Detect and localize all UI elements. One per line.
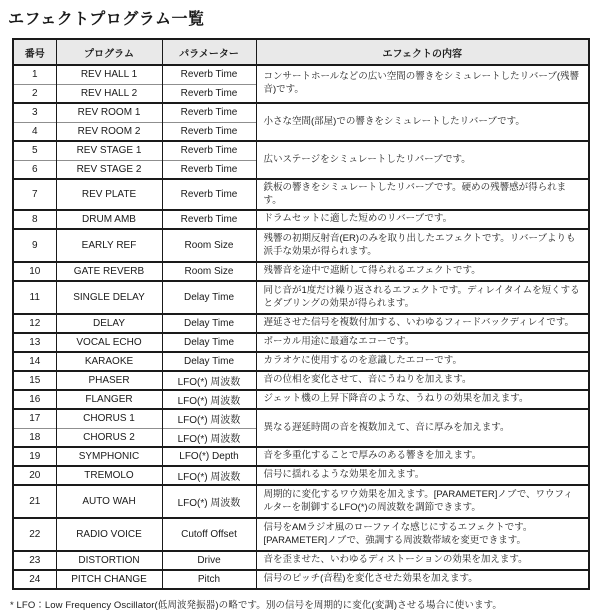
- lfo-footnote: * LFO：Low Frequency Oscillator(低周波発振器)の略です。別の信号を周期的に変化(変調)させる場合に使います。: [10, 600, 503, 611]
- description-cell: 残響の初期反射音(ER)のみを取り出したエフェクトです。リバーブよりも派手な効果が得られます。: [256, 229, 589, 262]
- program-cell: DRUM AMB: [56, 210, 162, 229]
- description-cell: 広いステージをシミュレートしたリバーブです。: [256, 141, 589, 179]
- number-cell: 16: [13, 390, 56, 409]
- program-cell: REV STAGE 1: [56, 141, 162, 160]
- program-cell: RADIO VOICE: [56, 518, 162, 551]
- table-row: [13, 281, 589, 314]
- table-row: [13, 570, 589, 589]
- parameter-cell: LFO(*) 周波数: [162, 428, 256, 447]
- parameter-cell: Room Size: [162, 229, 256, 262]
- number-cell: 3: [13, 103, 56, 122]
- table-row: [13, 333, 589, 352]
- program-cell: CHORUS 2: [56, 428, 162, 447]
- parameter-cell: Reverb Time: [162, 141, 256, 160]
- table-row: [13, 141, 589, 160]
- table-row: [13, 518, 589, 551]
- description-cell: ジェット機の上昇下降音のような、うねりの効果を加えます。: [256, 390, 589, 409]
- program-cell: AUTO WAH: [56, 485, 162, 518]
- table-row: [13, 210, 589, 229]
- number-cell: 22: [13, 518, 56, 551]
- parameter-cell: Reverb Time: [162, 84, 256, 103]
- number-cell: 20: [13, 466, 56, 485]
- description-cell: 同じ音が1度だけ繰り返されるエフェクトです。ディレイタイムを短くするとダブリングの効果が得られます。: [256, 281, 589, 314]
- number-cell: 12: [13, 314, 56, 333]
- table-row: [13, 262, 589, 281]
- parameter-cell: Cutoff Offset: [162, 518, 256, 551]
- description-cell: ドラムセットに適した短めのリバーブです。: [256, 210, 589, 229]
- program-cell: EARLY REF: [56, 229, 162, 262]
- parameter-cell: LFO(*) 周波数: [162, 485, 256, 518]
- table-row: [13, 352, 589, 371]
- parameter-cell: Pitch: [162, 570, 256, 589]
- parameter-cell: LFO(*) 周波数: [162, 466, 256, 485]
- parameter-cell: Reverb Time: [162, 160, 256, 179]
- number-cell: 15: [13, 371, 56, 390]
- parameter-cell: Drive: [162, 551, 256, 570]
- number-cell: 19: [13, 447, 56, 466]
- number-cell: 14: [13, 352, 56, 371]
- table-row: [13, 65, 589, 84]
- description-cell: 鉄板の響きをシミュレートしたリバーブです。硬めの残響感が得られます。: [256, 179, 589, 210]
- parameter-cell: Reverb Time: [162, 103, 256, 122]
- program-cell: REV HALL 2: [56, 84, 162, 103]
- number-cell: 5: [13, 141, 56, 160]
- parameter-cell: Delay Time: [162, 352, 256, 371]
- number-cell: 10: [13, 262, 56, 281]
- table-row: [13, 485, 589, 518]
- number-cell: 13: [13, 333, 56, 352]
- program-cell: VOCAL ECHO: [56, 333, 162, 352]
- description-cell: 信号のピッチ(音程)を変化させた効果を加えます。: [256, 570, 589, 589]
- parameter-cell: Reverb Time: [162, 65, 256, 84]
- program-cell: SINGLE DELAY: [56, 281, 162, 314]
- program-cell: REV HALL 1: [56, 65, 162, 84]
- program-cell: TREMOLO: [56, 466, 162, 485]
- program-cell: DISTORTION: [56, 551, 162, 570]
- col-header-description: エフェクトの内容: [256, 39, 589, 65]
- number-cell: 1: [13, 65, 56, 84]
- program-cell: SYMPHONIC: [56, 447, 162, 466]
- description-cell: 音の位相を変化させて、音にうねりを加えます。: [256, 371, 589, 390]
- program-cell: FLANGER: [56, 390, 162, 409]
- parameter-cell: Delay Time: [162, 314, 256, 333]
- number-cell: 21: [13, 485, 56, 518]
- program-cell: REV STAGE 2: [56, 160, 162, 179]
- page-title: エフェクトプログラム一覧: [8, 11, 205, 28]
- col-header-number: 番号: [13, 39, 56, 65]
- description-cell: コンサートホールなどの広い空間の響きをシミュレートしたリバーブ(残響音)です。: [256, 65, 589, 103]
- description-cell: 異なる遅延時間の音を複数加えて、音に厚みを加えます。: [256, 409, 589, 447]
- program-cell: REV PLATE: [56, 179, 162, 210]
- table-header-row: [13, 39, 589, 65]
- number-cell: 9: [13, 229, 56, 262]
- table-row: [13, 466, 589, 485]
- parameter-cell: Reverb Time: [162, 122, 256, 141]
- parameter-cell: LFO(*) 周波数: [162, 390, 256, 409]
- number-cell: 2: [13, 84, 56, 103]
- description-cell: 小さな空間(部屋)での響きをシミュレートしたリバーブです。: [256, 103, 589, 141]
- parameter-cell: Reverb Time: [162, 179, 256, 210]
- number-cell: 8: [13, 210, 56, 229]
- effect-program-table: [12, 38, 590, 590]
- description-cell: 遅延させた信号を複数付加する、いわゆるフィードバックディレイです。: [256, 314, 589, 333]
- description-cell: ボーカル用途に最適なエコーです。: [256, 333, 589, 352]
- description-cell: カラオケに使用するのを意識したエコーです。: [256, 352, 589, 371]
- number-cell: 18: [13, 428, 56, 447]
- table-row: [13, 179, 589, 210]
- number-cell: 6: [13, 160, 56, 179]
- description-cell: 信号をAMラジオ風のローファイな感じにするエフェクトです。[PARAMETER]ノブで、強調する周波数帯域を変更できます。: [256, 518, 589, 551]
- col-header-parameter: パラメーター: [162, 39, 256, 65]
- program-cell: DELAY: [56, 314, 162, 333]
- program-cell: CHORUS 1: [56, 409, 162, 428]
- parameter-cell: Delay Time: [162, 333, 256, 352]
- table-row: [13, 447, 589, 466]
- number-cell: 24: [13, 570, 56, 589]
- parameter-cell: Room Size: [162, 262, 256, 281]
- program-cell: REV ROOM 2: [56, 122, 162, 141]
- number-cell: 11: [13, 281, 56, 314]
- program-cell: GATE REVERB: [56, 262, 162, 281]
- description-cell: 音を歪ませた、いわゆるディストーションの効果を加えます。: [256, 551, 589, 570]
- table-row: [13, 390, 589, 409]
- parameter-cell: LFO(*) 周波数: [162, 409, 256, 428]
- description-cell: 信号に揺れるような効果を加えます。: [256, 466, 589, 485]
- table-row: [13, 409, 589, 428]
- col-header-program: プログラム: [56, 39, 162, 65]
- description-cell: 残響音を途中で遮断して得られるエフェクトです。: [256, 262, 589, 281]
- table-row: [13, 314, 589, 333]
- table-row: [13, 103, 589, 122]
- number-cell: 17: [13, 409, 56, 428]
- description-cell: 音を多重化することで厚みのある響きを加えます。: [256, 447, 589, 466]
- number-cell: 7: [13, 179, 56, 210]
- program-cell: REV ROOM 1: [56, 103, 162, 122]
- table-row: [13, 229, 589, 262]
- program-cell: PHASER: [56, 371, 162, 390]
- parameter-cell: Delay Time: [162, 281, 256, 314]
- parameter-cell: Reverb Time: [162, 210, 256, 229]
- number-cell: 4: [13, 122, 56, 141]
- table-row: [13, 371, 589, 390]
- table-row: [13, 551, 589, 570]
- program-cell: PITCH CHANGE: [56, 570, 162, 589]
- number-cell: 23: [13, 551, 56, 570]
- program-cell: KARAOKE: [56, 352, 162, 371]
- parameter-cell: LFO(*) 周波数: [162, 371, 256, 390]
- parameter-cell: LFO(*) Depth: [162, 447, 256, 466]
- description-cell: 周期的に変化するワウ効果を加えます。[PARAMETER]ノブで、ワウフィルターを制御するLFO(*)の周波数を調節できます。: [256, 485, 589, 518]
